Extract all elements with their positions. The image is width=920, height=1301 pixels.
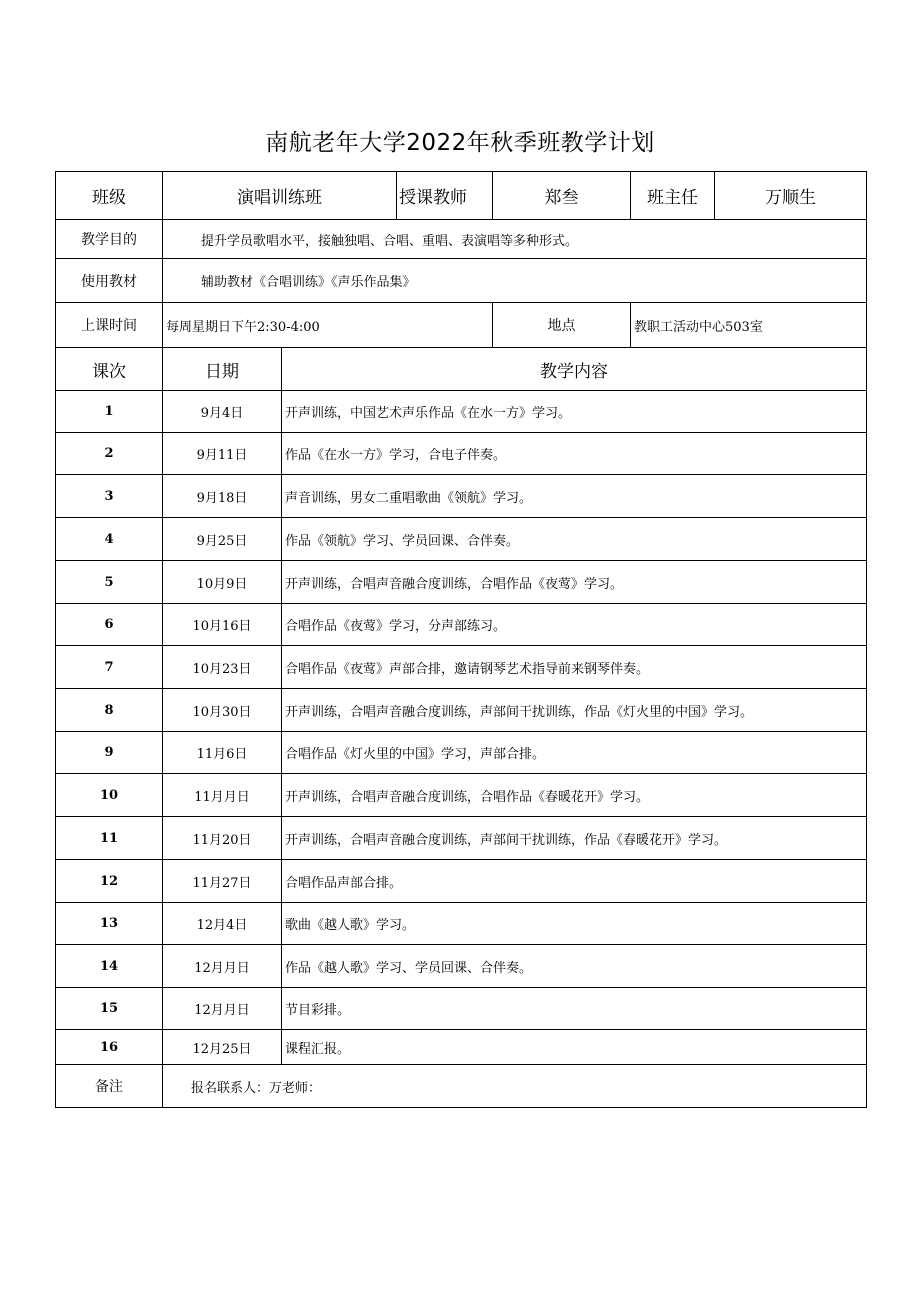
lesson-date: 12月月日 bbox=[163, 988, 282, 1030]
lesson-number: 13 bbox=[56, 903, 163, 945]
table-row bbox=[56, 518, 867, 561]
lesson-date: 11月6日 bbox=[163, 732, 282, 774]
lesson-number: 11 bbox=[56, 817, 163, 860]
lesson-number: 4 bbox=[56, 518, 163, 561]
time-row bbox=[56, 303, 867, 348]
lesson-content: 开声训练，合唱声音融合度训练，合唱作品《夜莺》学习。 bbox=[282, 561, 867, 604]
goal-value: 提升学员歌唱水平，接触独唱、合唱、重唱、表演唱等多种形式。 bbox=[163, 220, 867, 259]
table-row bbox=[56, 689, 867, 732]
table-row bbox=[56, 475, 867, 518]
table-row bbox=[56, 1030, 867, 1065]
lesson-date: 10月23日 bbox=[163, 646, 282, 689]
lesson-number: 3 bbox=[56, 475, 163, 518]
lesson-date: 11月20日 bbox=[163, 817, 282, 860]
table-row bbox=[56, 732, 867, 774]
goal-label: 教学目的 bbox=[56, 220, 163, 259]
class-label: 班级 bbox=[56, 172, 163, 220]
lesson-number: 1 bbox=[56, 391, 163, 433]
table-row bbox=[56, 817, 867, 860]
material-label: 使用教材 bbox=[56, 259, 163, 303]
lesson-number: 2 bbox=[56, 433, 163, 475]
notes-value: 报名联系人：万老师： bbox=[163, 1065, 867, 1108]
teacher-value: 郑叁 bbox=[493, 172, 631, 220]
lesson-number: 9 bbox=[56, 732, 163, 774]
lesson-date: 9月18日 bbox=[163, 475, 282, 518]
header-content: 教学内容 bbox=[282, 348, 867, 391]
lesson-number: 10 bbox=[56, 774, 163, 817]
teacher-label: 授课教师 bbox=[397, 172, 493, 220]
teaching-plan-table bbox=[55, 171, 867, 1108]
lesson-content: 开声训练，合唱声音融合度训练，声部间干扰训练，作品《春暖花开》学习。 bbox=[282, 817, 867, 860]
table-row bbox=[56, 604, 867, 646]
header-date: 日期 bbox=[163, 348, 282, 391]
goal-row bbox=[56, 220, 867, 259]
lesson-number: 7 bbox=[56, 646, 163, 689]
lesson-date: 10月16日 bbox=[163, 604, 282, 646]
lesson-content: 开声训练，合唱声音融合度训练，合唱作品《春暖花开》学习。 bbox=[282, 774, 867, 817]
lesson-content: 声音训练，男女二重唱歌曲《领航》学习。 bbox=[282, 475, 867, 518]
lesson-date: 9月25日 bbox=[163, 518, 282, 561]
lesson-number: 6 bbox=[56, 604, 163, 646]
lesson-content: 开声训练，中国艺术声乐作品《在水一方》学习。 bbox=[282, 391, 867, 433]
location-label: 地点 bbox=[493, 303, 631, 348]
page-title: 南航老年大学2022年秋季班教学计划 bbox=[265, 130, 655, 156]
header-num: 课次 bbox=[56, 348, 163, 391]
table-row bbox=[56, 391, 867, 433]
lesson-date: 9月4日 bbox=[163, 391, 282, 433]
lesson-content: 开声训练，合唱声音融合度训练，声部间干扰训练，作品《灯火里的中国》学习。 bbox=[282, 689, 867, 732]
lesson-number: 12 bbox=[56, 860, 163, 903]
lesson-number: 5 bbox=[56, 561, 163, 604]
lesson-content: 节目彩排。 bbox=[282, 988, 867, 1030]
lesson-number: 8 bbox=[56, 689, 163, 732]
notes-label: 备注 bbox=[56, 1065, 163, 1108]
lesson-number: 15 bbox=[56, 988, 163, 1030]
lesson-date: 9月11日 bbox=[163, 433, 282, 475]
lesson-content: 合唱作品声部合排。 bbox=[282, 860, 867, 903]
table-row bbox=[56, 646, 867, 689]
head-teacher-value: 万顺生 bbox=[715, 172, 867, 220]
lesson-content: 作品《领航》学习、学员回课、合伴奏。 bbox=[282, 518, 867, 561]
head-teacher-label: 班主任 bbox=[631, 172, 715, 220]
location-value: 教职工活动中心503室 bbox=[631, 303, 867, 348]
lesson-content: 合唱作品《夜莺》学习，分声部练习。 bbox=[282, 604, 867, 646]
lesson-date: 11月月日 bbox=[163, 774, 282, 817]
table-row bbox=[56, 860, 867, 903]
lesson-number: 16 bbox=[56, 1030, 163, 1065]
lesson-content: 课程汇报。 bbox=[282, 1030, 867, 1065]
lesson-date: 12月4日 bbox=[163, 903, 282, 945]
lesson-content: 合唱作品《灯火里的中国》学习，声部合排。 bbox=[282, 732, 867, 774]
table-row bbox=[56, 774, 867, 817]
table-row bbox=[56, 945, 867, 988]
lesson-content: 作品《在水一方》学习，合电子伴奏。 bbox=[282, 433, 867, 475]
lesson-content: 作品《越人歌》学习、学员回课、合伴奏。 bbox=[282, 945, 867, 988]
lesson-date: 10月30日 bbox=[163, 689, 282, 732]
time-label: 上课时间 bbox=[56, 303, 163, 348]
table-row bbox=[56, 988, 867, 1030]
lesson-content: 合唱作品《夜莺》声部合排，邀请钢琴艺术指导前来钢琴伴奏。 bbox=[282, 646, 867, 689]
class-value: 演唱训练班 bbox=[163, 172, 397, 220]
class-info-row bbox=[56, 172, 867, 220]
time-value: 每周星期日下午2:30-4:00 bbox=[163, 303, 493, 348]
lesson-date: 12月月日 bbox=[163, 945, 282, 988]
lesson-number: 14 bbox=[56, 945, 163, 988]
lesson-content: 歌曲《越人歌》学习。 bbox=[282, 903, 867, 945]
table-row bbox=[56, 903, 867, 945]
schedule-header-row bbox=[56, 348, 867, 391]
table-row bbox=[56, 433, 867, 475]
notes-row bbox=[56, 1065, 867, 1108]
table-row bbox=[56, 561, 867, 604]
lesson-date: 11月27日 bbox=[163, 860, 282, 903]
material-row bbox=[56, 259, 867, 303]
lesson-date: 10月9日 bbox=[163, 561, 282, 604]
lesson-date: 12月25日 bbox=[163, 1030, 282, 1065]
material-value: 辅助教材《合唱训练》《声乐作品集》 bbox=[163, 259, 867, 303]
